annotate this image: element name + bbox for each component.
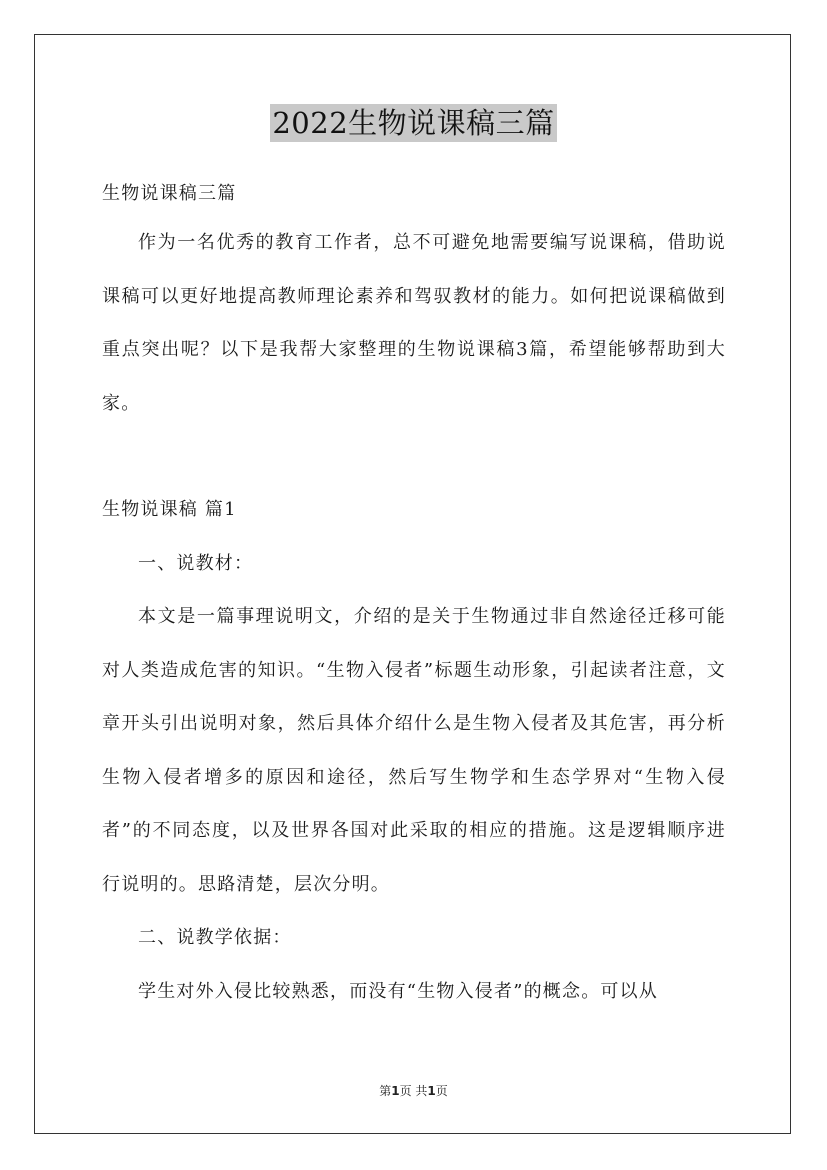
section-heading-teaching-material: 一、说教材： (138, 552, 254, 574)
spacer (102, 430, 726, 483)
section-heading-teaching-basis: 二、说教学依据： (138, 927, 292, 948)
intro-paragraph: 作为一名优秀的教育工作者，总不可避免地需要编写说课稿，借助说课稿可以更好地提高教师理论素养和驾驭教材的能力。如何把说课稿做到重点突出呢？以下是我帮大家整理的生物说课稿3篇，希望能够帮助到大家。 (102, 232, 726, 414)
footer-total-pages: 1 (427, 1084, 436, 1098)
page-footer (0, 1082, 827, 1099)
document-body (102, 172, 726, 1018)
document-title: 2022生物说课稿三篇 (272, 106, 555, 140)
footer-suffix: 页 (435, 1084, 448, 1098)
document-subtitle: 生物说课稿三篇 (102, 183, 237, 204)
paragraph-teaching-basis: 学生对外入侵比较熟悉，而没有“生物入侵者”的概念。可以从 (138, 980, 659, 1002)
section-title-1: 生物说课稿 篇1 (102, 499, 237, 520)
paragraph-teaching-material: 本文是一篇事理说明文，介绍的是关于生物通过非自然途径迁移可能对人类造成危害的知识。“生物入侵者”标题生动形象，引起读者注意，文章开头引出说明对象，然后具体介绍什么是生物入侵者及其危害，再分析生物入侵者增多的原因和途径，然后写生物学和生态学界对“生物入侵者”的不同态度，以及世界各国对此采取的相应的措施。这是逻辑顺序进行说明的。思路清楚，层次分明。 (102, 606, 726, 895)
footer-mid: 页 共 (399, 1084, 428, 1098)
footer-prefix: 第 (379, 1084, 392, 1098)
title-container (0, 104, 827, 142)
footer-page-number: 1 (391, 1084, 400, 1098)
